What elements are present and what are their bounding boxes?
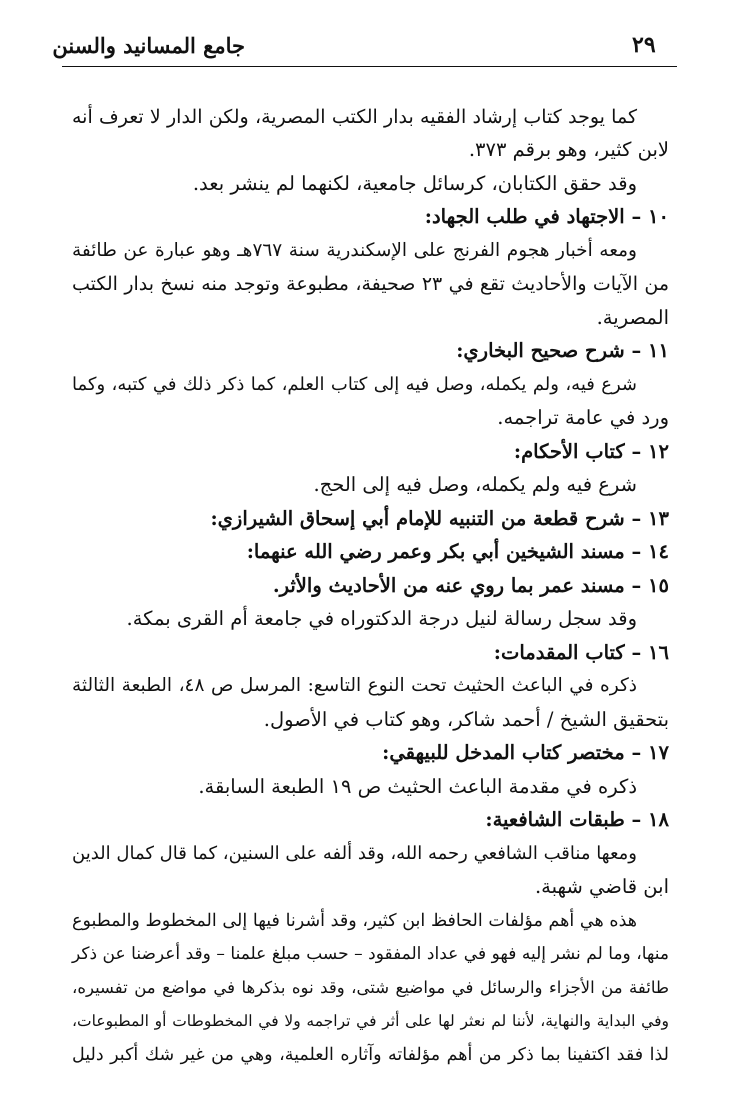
text-line: من الآيات والأحاديث تقع في ٢٣ صحيفة، مطبوعة وتوجد منه نسخ بدار الكتب: [72, 273, 670, 295]
text-line: شرع فيه ولم يكمله، وصل فيه إلى الحج.: [313, 473, 637, 496]
text-line: هذه هي أهم مؤلفات الحافظ ابن كثير، وقد أشرنا فيها إلى المخطوط والمطبوع: [72, 911, 637, 931]
header-rule: [62, 66, 677, 67]
text-line: طائفة من الأجزاء والرسائل في مواضيع شتى، وقد نوه بذكرها في مواضع من تفسيره،: [72, 978, 669, 997]
text-line: ابن قاضي شهبة.: [534, 875, 669, 898]
text-line: ذكره في مقدمة الباعث الحثيث ص ١٩ الطبعة السابقة.: [198, 775, 637, 798]
text-line: لابن كثير، وهو برقم ٣٧٣.: [468, 138, 669, 161]
text-line: ومعها مناقب الشافعي رحمه الله، وقد ألفه على السنين، كما قال كمال الدين: [72, 843, 637, 864]
text-line: وفي البداية والنهاية، لأننا لم نعثر لها على أثر في تراجمه ولا في المخطوطات أو المطبوعات،: [72, 1012, 669, 1030]
text-line: المصرية.: [596, 306, 669, 329]
item-heading: ١٠ – الاجتهاد في طلب الجهاد:: [424, 205, 669, 228]
running-header-title: جامع المسانيد والسنن: [52, 33, 245, 58]
item-heading: ١٣ – شرح قطعة من التنبيه للإمام أبي إسحاق الشيرازي:: [210, 507, 669, 530]
text-line: بتحقيق الشيخ / أحمد شاكر، وهو كتاب في الأصول.: [263, 708, 669, 731]
item-heading: ١٨ – طبقات الشافعية:: [485, 808, 669, 831]
item-heading: ١٤ – مسند الشيخين أبي بكر وعمر رضي الله عنهما:: [246, 540, 669, 563]
text-line: وقد حقق الكتابان، كرسائل جامعية، لكنهما لم ينشر بعد.: [192, 172, 637, 195]
text-line: ذكره في الباعث الحثيث تحت النوع التاسع: المرسل ص ٤٨، الطبعة الثالثة: [72, 675, 637, 696]
page-number: ٢٩: [632, 32, 656, 58]
text-line: لذا فقد اكتفينا بما ذكر من أهم مؤلفاته وآثاره العلمية، وهي من غير شك أكبر دليل: [72, 1045, 669, 1065]
text-line: ورد في عامة تراجمه.: [497, 406, 669, 429]
text-line: ومعه أخبار هجوم الفرنج على الإسكندرية سنة ٧٦٧هـ وهو عبارة عن طائفة: [72, 240, 637, 261]
text-line: كما يوجد كتاب إرشاد الفقيه بدار الكتب المصرية، ولكن الدار لا تعرف أنه: [72, 106, 637, 128]
text-line: شرع فيه، ولم يكمله، وصل فيه إلى كتاب العلم، كما ذكر ذلك في كتبه، وكما: [72, 374, 637, 395]
item-heading: ١٧ – مختصر كتاب المدخل للبيهقي:: [382, 741, 669, 764]
item-heading: ١٦ – كتاب المقدمات:: [493, 641, 669, 664]
text-line: وقد سجل رسالة لنيل درجة الدكتوراه في جامعة أم القرى بمكة.: [126, 607, 637, 630]
item-heading: ١٢ – كتاب الأحكام:: [513, 440, 669, 463]
item-heading: ١١ – شرح صحيح البخاري:: [456, 339, 669, 362]
item-heading: ١٥ – مسند عمر بما روي عنه من الأحاديث والأثر.: [272, 574, 669, 597]
text-line: منها، وما لم نشر إليه فهو في عداد المفقود – حسب مبلغ علمنا – وقد أعرضنا عن ذكر: [72, 944, 669, 964]
